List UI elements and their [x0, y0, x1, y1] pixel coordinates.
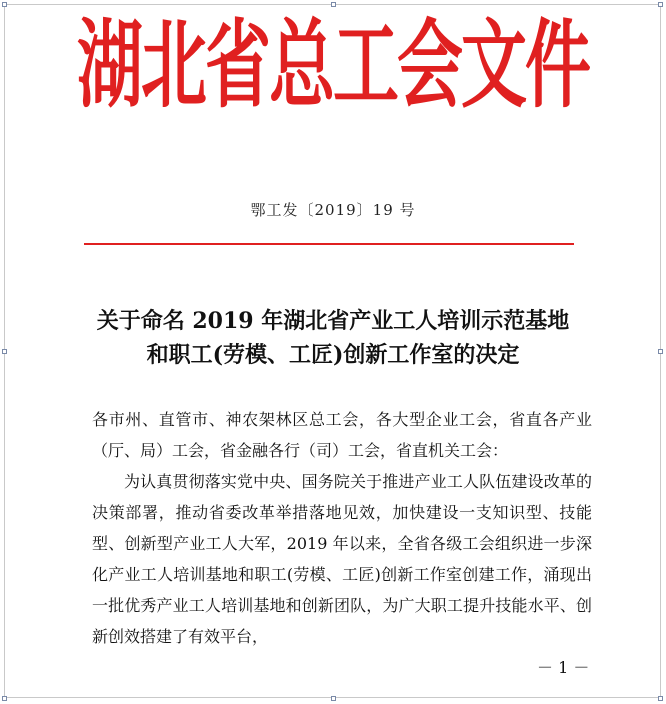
resize-handle-top-center[interactable] — [331, 2, 336, 7]
document-body — [92, 404, 592, 652]
document-title — [0, 304, 666, 372]
document-header-title: 湖北省总工会文件 — [77, 9, 589, 121]
resize-handle-top-right[interactable] — [658, 2, 663, 7]
red-divider-line — [84, 243, 574, 245]
salutation-paragraph: 各市州、直管市、神农架林区总工会，各大型企业工会，省直各产业（厅、局）工会，省金融各行（司）工会，省直机关工会： — [92, 410, 592, 460]
resize-handle-bottom-left[interactable] — [2, 696, 7, 701]
document-title-line-2: 和职工(劳模、工匠)创新工作室的决定 — [146, 342, 520, 368]
resize-handle-bottom-center[interactable] — [331, 696, 336, 701]
resize-handle-top-left[interactable] — [2, 2, 7, 7]
resize-handle-bottom-right[interactable] — [658, 696, 663, 701]
body-paragraph-1: 为认真贯彻落实党中央、国务院关于推进产业工人队伍建设改革的决策部署，推动省委改革举措落地见效，加快建设一支知识型、技能型、创新型产业工人大军，2019 年以来，全省各级工会组织进一步深化产业工人培训基地和职工(劳模、工匠)创新工作室创建工作，涌现出一批优秀产业工人培训基地和创新团队，为广大职工提升技能水平、创新创效搭建了有效平台， — [92, 472, 592, 646]
document-number: 鄂工发〔2019〕19 号 — [250, 201, 416, 219]
page-number: － 1 － — [537, 658, 590, 677]
document-title-line-1: 关于命名 2019 年湖北省产业工人培训示范基地 — [96, 308, 570, 334]
